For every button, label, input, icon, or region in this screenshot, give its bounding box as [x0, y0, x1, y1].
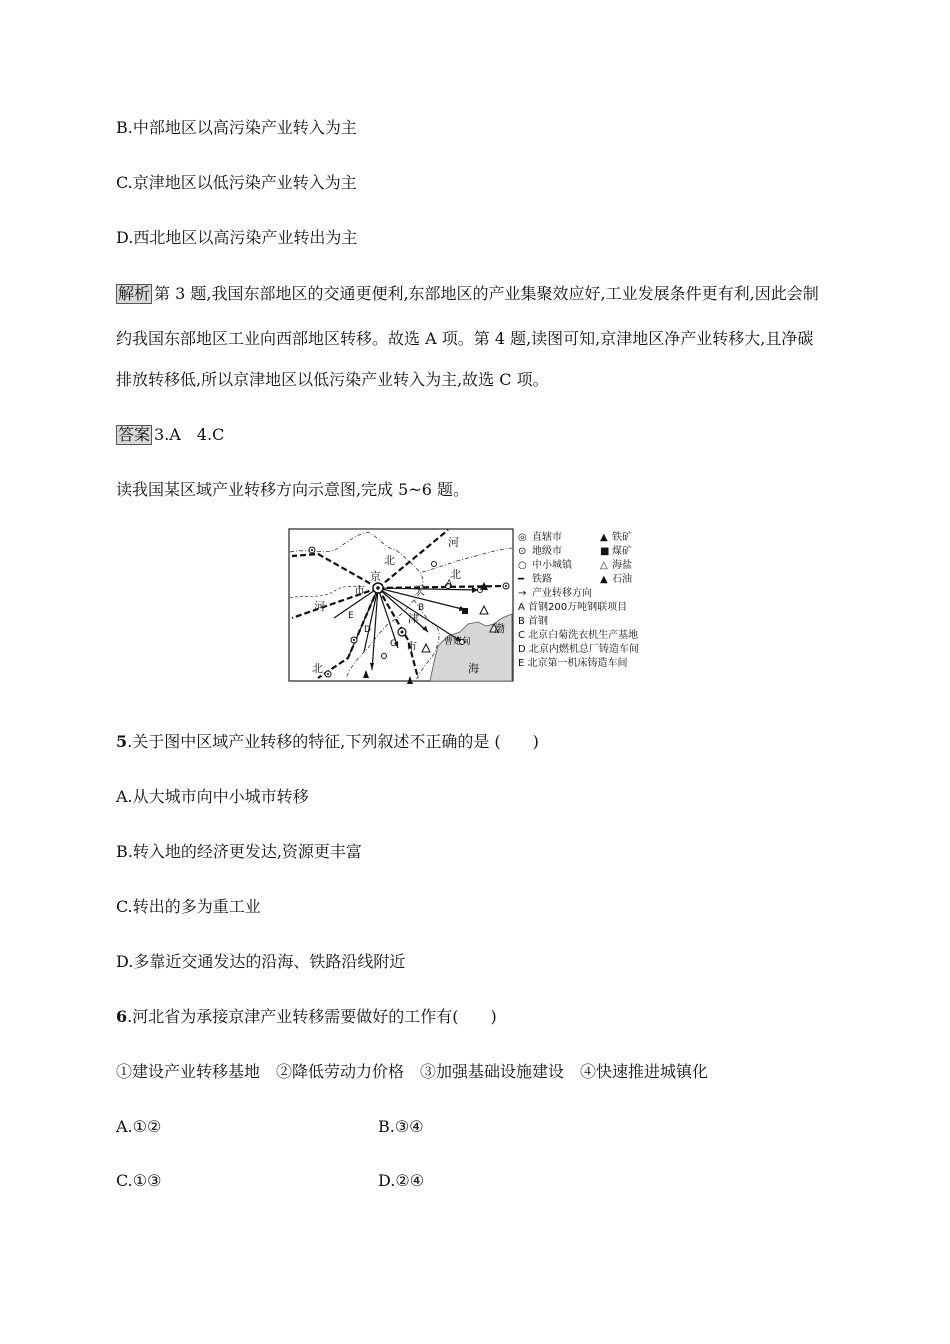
q4-option-c: C.京津地区以低污染产业转入为主 — [116, 173, 357, 192]
industry-transfer-map — [288, 528, 660, 684]
legend-label-3: 地级市 — [532, 546, 562, 557]
answer-tag: 答案 — [118, 425, 151, 444]
legend-symbol-8: ▲ — [600, 574, 608, 585]
label-shi-bottom: 市 — [406, 640, 417, 653]
legend-label-5: 中小城镇 — [532, 560, 572, 571]
label-he-top: 河 — [448, 536, 459, 549]
label-point-b: B — [418, 603, 425, 613]
label-caofeidian: 曹妃甸 — [444, 637, 472, 647]
q6-stem-line — [116, 1007, 497, 1027]
q5-option-b: B.转入地的经济更发达,资源更丰富 — [116, 842, 362, 861]
q5-stem: .关于图中区域产业转移的特征,下列叙述不正确的是 ( ) — [127, 732, 539, 751]
analysis-text-1: 第 3 题,我国东部地区的交通更便利,东部地区的产业集聚效应好,工业发展条件更有利,因此会制 — [154, 284, 819, 303]
legend-label-7: 铁路 — [532, 574, 552, 585]
legend-label-2: 铁矿 — [612, 532, 632, 543]
label-point-c: C — [390, 639, 397, 649]
label-bo: 渤 — [494, 622, 505, 635]
legend-item-e: E 北京第一机床铸造车间 — [518, 658, 628, 669]
legend-item-d: D 北京内燃机总厂铸造车间 — [518, 644, 639, 655]
q6-option-a: A.①② — [116, 1117, 162, 1136]
legend-symbol-4: ■ — [600, 546, 610, 557]
legend-label-4: 煤矿 — [612, 546, 632, 557]
legend-symbol-3: ⊙ — [518, 546, 527, 557]
legend-label-8: 石油 — [612, 574, 632, 585]
q6-stem: .河北省为承接京津产业转移需要做好的工作有( ) — [127, 1007, 497, 1026]
legend-symbol-6: △ — [600, 560, 608, 571]
label-bei-top: 北 — [384, 554, 395, 567]
legend-symbol-5: ○ — [518, 560, 527, 571]
q5-stem-line — [116, 732, 539, 752]
label-tian: 天 — [414, 584, 425, 597]
analysis-tag: 解析 — [118, 284, 151, 303]
label-bei-bottom: 北 — [312, 662, 323, 675]
legend-symbol-2: ▲ — [600, 532, 608, 543]
q6-option-c: C.①③ — [116, 1171, 162, 1190]
q6-number: 6 — [116, 1007, 128, 1026]
legend-item-a: A 首钢200万吨钢联项目 — [518, 602, 628, 613]
q5-option-a: A.从大城市向中小城市转移 — [116, 787, 309, 806]
label-jin: 津 — [408, 612, 419, 625]
legend-symbol-9: → — [518, 588, 527, 599]
q5-number: 5 — [116, 732, 128, 751]
label-point-a: A — [446, 579, 453, 589]
intro-text: 读我国某区域产业转移方向示意图,完成 5~6 题。 — [116, 480, 470, 499]
map-legend — [517, 530, 639, 669]
map-svg — [288, 528, 660, 684]
label-point-d: D — [364, 625, 371, 635]
q4-option-b: B.中部地区以高污染产业转入为主 — [116, 118, 357, 137]
legend-item-c: C 北京白菊洗衣机生产基地 — [518, 630, 639, 641]
label-bei-right: 北 — [450, 568, 461, 581]
answer-text: 3.A 4.C — [154, 425, 225, 444]
q6-options-row-1 — [116, 1117, 424, 1137]
label-jing: 京 — [370, 570, 381, 583]
label-shi-left: 市 — [354, 584, 365, 597]
legend-item-b: B 首钢 — [518, 616, 549, 627]
answer-line — [116, 425, 224, 445]
q6-option-b: B.③④ — [378, 1117, 424, 1136]
analysis-line-1 — [116, 284, 819, 304]
coal-mine-icon — [462, 608, 468, 614]
label-point-e: E — [348, 611, 354, 621]
q4-option-d: D.西北地区以高污染产业转出为主 — [116, 228, 358, 247]
legend-symbol-1: ◎ — [518, 532, 527, 543]
legend-label-1: 直辖市 — [532, 532, 562, 543]
analysis-line-2: 约我国东部地区工业向西部地区转移。故选 A 项。第 4 题,读图可知,京津地区净产业转移大,且净碳 — [116, 329, 814, 348]
label-hai: 海 — [468, 662, 479, 675]
q6-items: ①建设产业转移基地 ②降低劳动力价格 ③加强基础设施建设 ④快速推进城镇化 — [116, 1062, 709, 1081]
q6-option-d: D.②④ — [378, 1171, 425, 1190]
label-he-left: 河 — [314, 600, 325, 613]
q5-option-d: D.多靠近交通发达的沿海、铁路沿线附近 — [116, 952, 406, 971]
analysis-line-3: 排放转移低,所以京津地区以低污染产业转入为主,故选 C 项。 — [116, 370, 549, 389]
legend-label-9: 产业转移方向 — [532, 588, 592, 599]
legend-symbol-7: ━ — [518, 574, 525, 585]
q5-option-c: C.转出的多为重工业 — [116, 897, 261, 916]
legend-label-6: 海盐 — [612, 560, 632, 571]
q6-options-row-2 — [116, 1171, 425, 1191]
